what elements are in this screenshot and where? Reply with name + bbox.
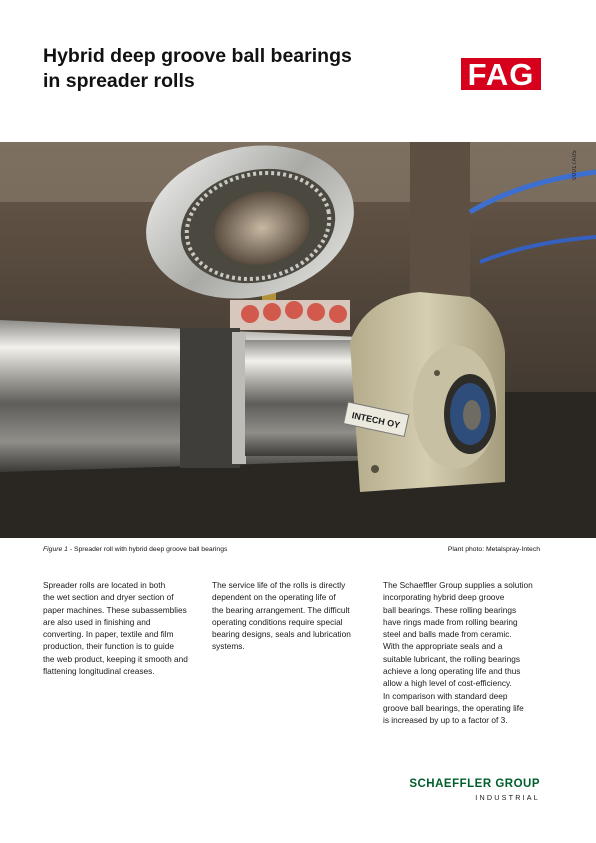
title-line-2: in spreader rolls: [43, 70, 195, 92]
text-line: achieve a long operating life and thus: [383, 666, 521, 677]
text-line: steel and balls made from ceramic.: [383, 629, 512, 640]
shaft-collar: [180, 328, 240, 468]
schaeffler-group-logo: [408, 778, 540, 803]
fag-logo: [461, 58, 541, 90]
text-line: Spreader rolls are located in both: [43, 580, 166, 590]
text-line: production, their function is to guide: [43, 641, 174, 652]
photo-credit: Plant photo: Metalspray-Intech: [447, 546, 540, 553]
figure-caption-text: - Spreader roll with hybrid deep groove ball bearings: [67, 546, 228, 553]
photo-code: 00017A05: [572, 150, 578, 180]
text-line: the web product, keeping it smooth and: [43, 653, 188, 664]
text-line: is increased by up to a factor of 3.: [383, 715, 508, 726]
text-line: dependent on the operating life of: [212, 592, 336, 603]
brand-subtitle: INDUSTRIAL: [475, 793, 540, 802]
text-line: converting. In paper, textile and film: [43, 629, 174, 640]
text-line: allow a high level of cost-efficiency.: [383, 678, 512, 689]
photo-illustration: [0, 142, 596, 538]
text-line: operating conditions require special: [212, 616, 343, 627]
title-line-1: Hybrid deep groove ball bearings: [43, 45, 352, 67]
text-line: The service life of the rolls is directly: [212, 580, 346, 590]
fag-logo-text: FAG: [467, 58, 535, 90]
text-line: the wet section and dryer section of: [43, 592, 174, 603]
figure-label: Figure 1: [43, 546, 68, 553]
text-column-1: [43, 579, 203, 677]
text-line: With the appropriate seals and a: [383, 641, 503, 652]
text-line: suitable lubricant, the rolling bearings: [383, 653, 520, 664]
text-column-2: [212, 579, 372, 653]
shaft-end: [463, 400, 481, 430]
housing-bolt-2: [434, 370, 440, 376]
figure-caption: [43, 546, 227, 553]
nameplate-text: INTECH OY: [350, 410, 401, 431]
housing-bolt: [371, 465, 379, 473]
text-line: the bearing arrangement. The difficult: [212, 604, 350, 615]
text-line: systems.: [212, 641, 245, 652]
text-line: groove ball bearings, the operating life: [383, 702, 524, 713]
text-line: are also used in finishing and: [43, 616, 151, 627]
brand-name: SCHAEFFLER GROUP: [409, 778, 540, 790]
text-line: paper machines. These subassemblies: [43, 604, 187, 615]
text-line: ball bearings. These rolling bearings: [383, 604, 517, 615]
text-line: In comparison with standard deep: [383, 690, 508, 701]
text-column-3: [383, 579, 543, 727]
text-line: bearing designs, seals and lubrication: [212, 629, 351, 640]
text-line: have rings made from rolling bearing: [383, 616, 518, 627]
text-line: incorporating hybrid deep groove: [383, 592, 505, 603]
spreader-roll-photo: [0, 142, 596, 538]
text-line: flattening longitudinal creases.: [43, 666, 155, 677]
shaft-collar-highlight: [232, 332, 246, 464]
shaft-neck: [245, 340, 365, 456]
page-title: [43, 44, 352, 94]
text-line: The Schaeffler Group supplies a solution: [383, 580, 533, 590]
